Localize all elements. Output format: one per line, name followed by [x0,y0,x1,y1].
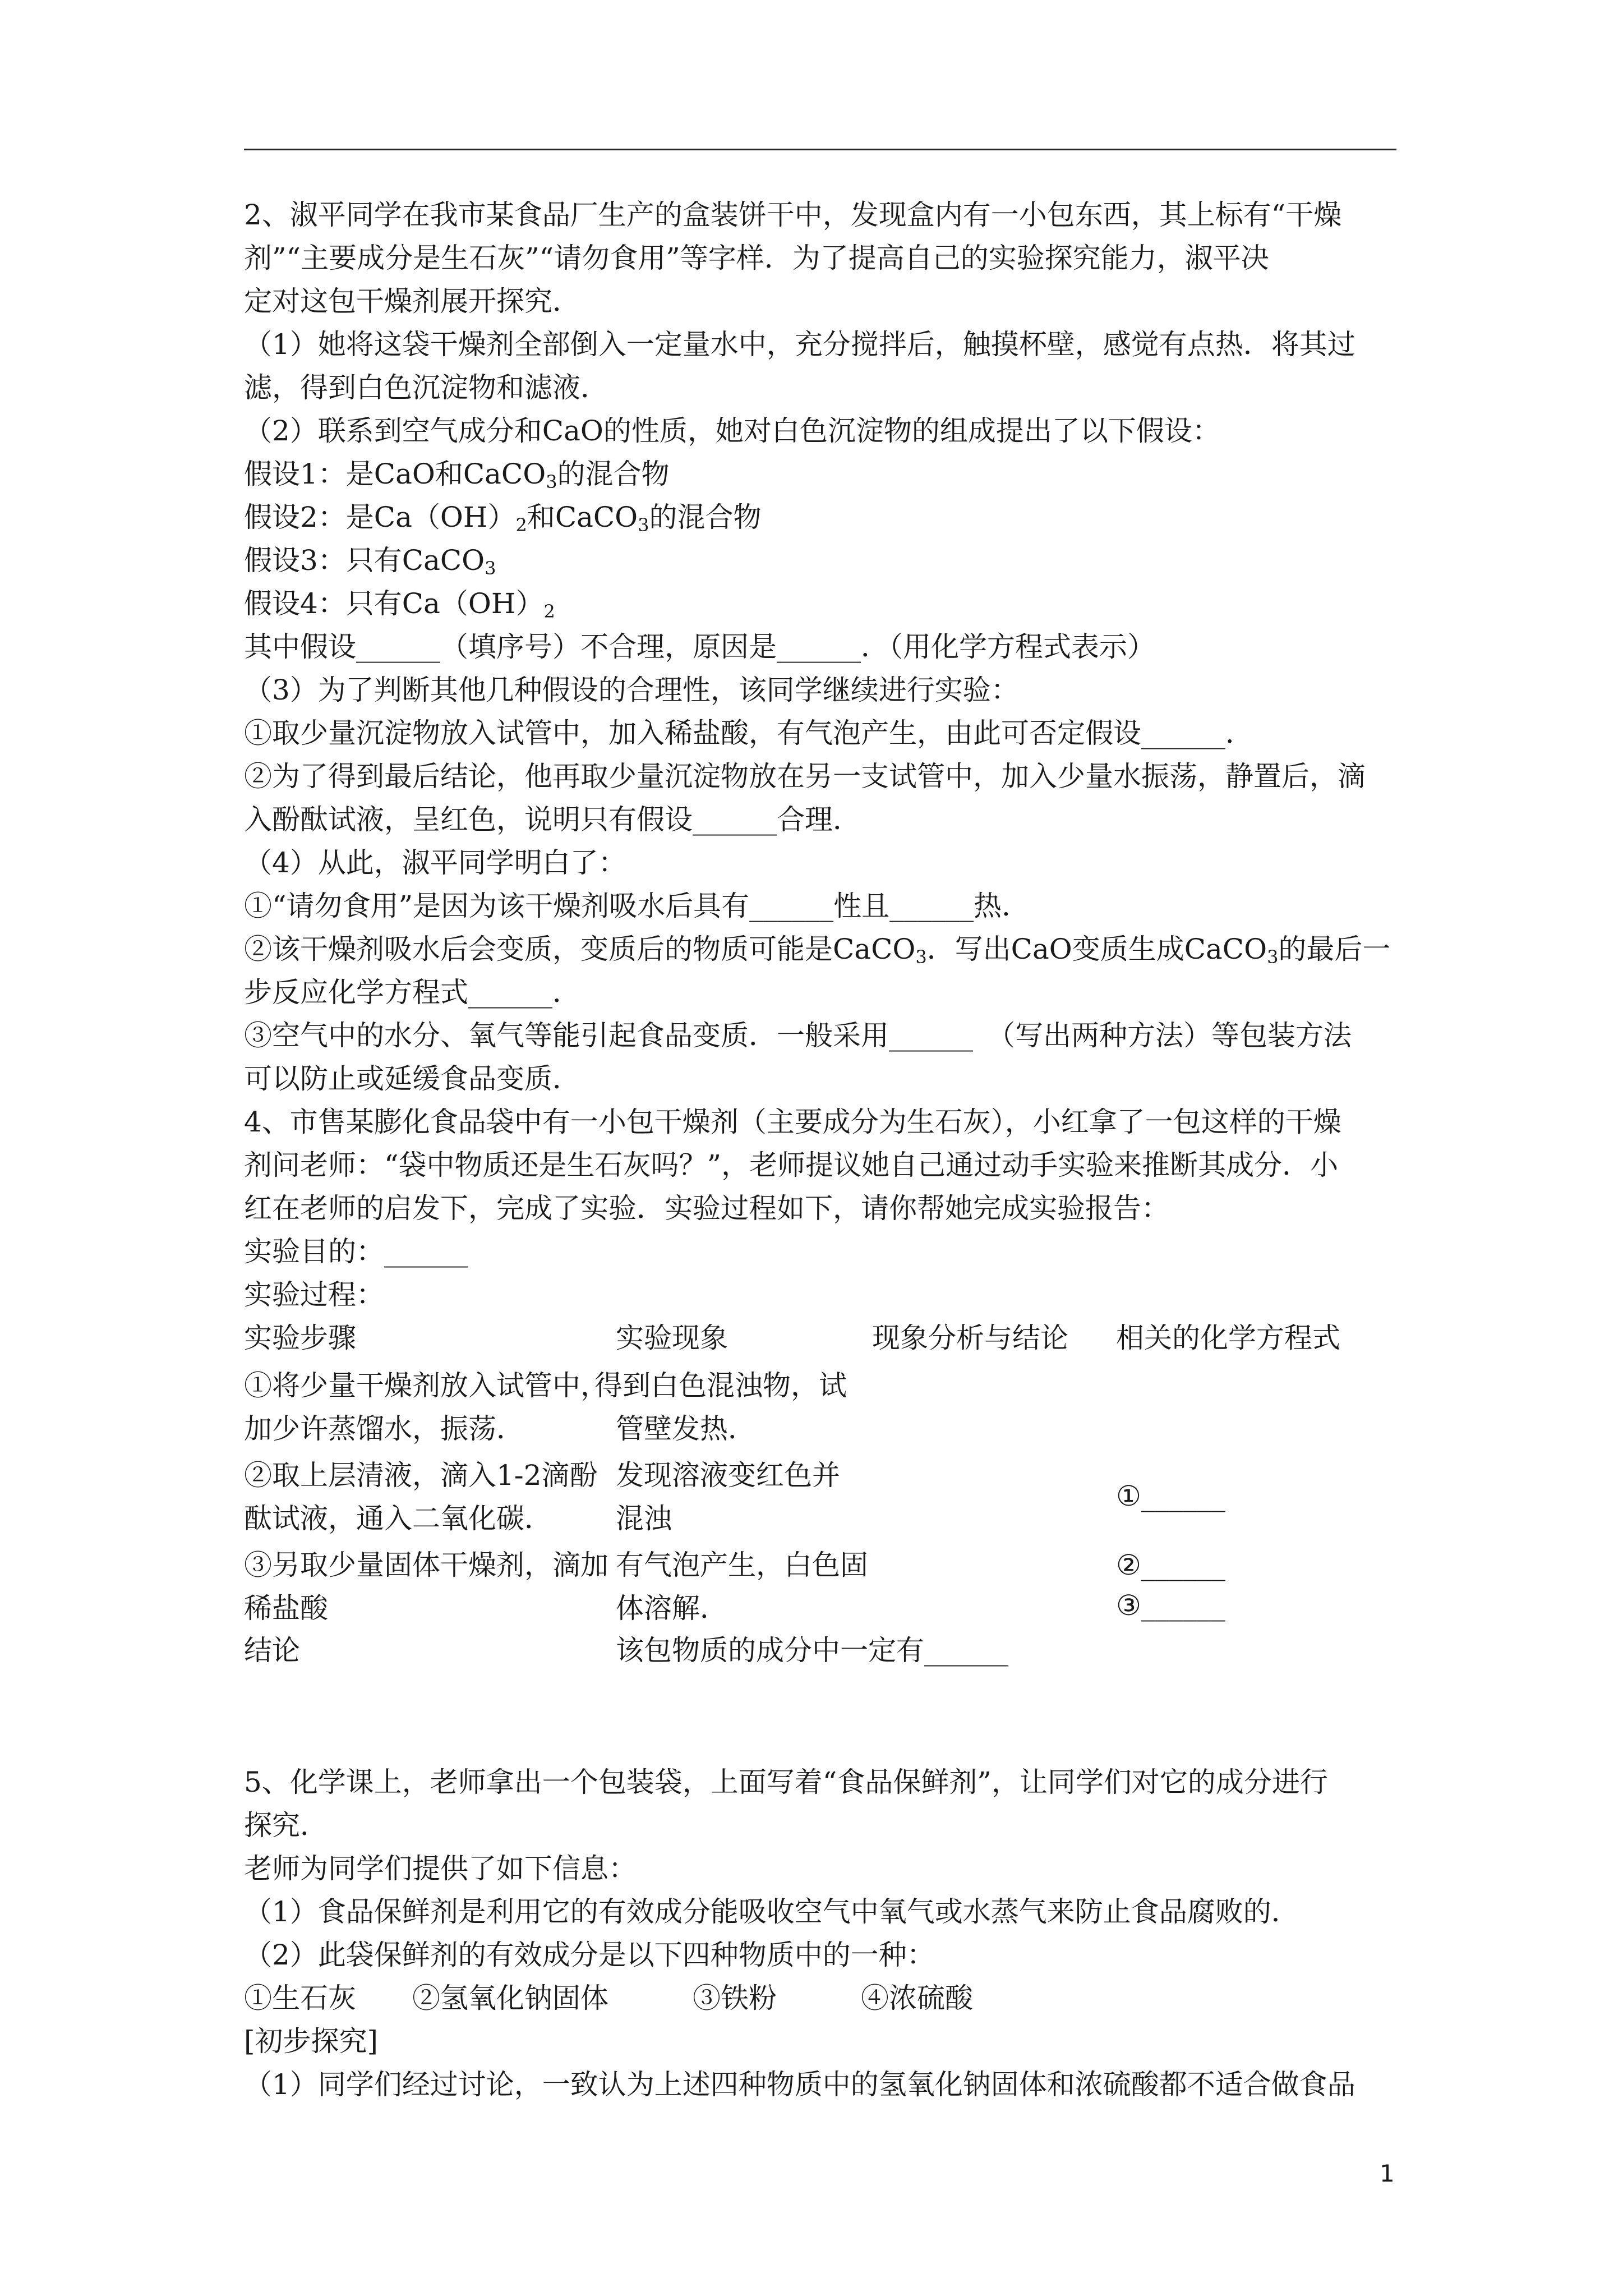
table-cell: 得到白色混浊物，试 [594,1369,847,1402]
table-cell: 酞试液，通入二氧化碳． [244,1502,552,1535]
q2-line: 滤，得到白色沉淀物和滤液． [244,371,608,404]
table-header: 现象分析与结论 [872,1322,1068,1354]
table-header-row [244,1317,1399,1360]
hypothesis-4: 假设4：只有$Ca(OH)_2$ [244,587,555,622]
q5-line: （1）同学们经过讨论，一致认为上述四种物质中的氢氧化钠固体和浓硫酸都不适合做食品 [244,2068,1355,2101]
q2-line: 其中假设______（填序号）不合理，原因是______．（用化学方程式表示） [244,631,1155,663]
q5-line: （2）此袋保鲜剂的有效成分是以下四种物质中的一种： [244,1939,935,1971]
q2-line: 2、淑平同学在我市某食品厂生产的盒装饼干中，发现盒内有一小包东西，其上标有“干燥 [244,199,1342,231]
q2-line: （3）为了判断其他几种假设的合理性，该同学继续进行实验： [244,674,1019,706]
q2-line: ③空气中的水分、氧气等能引起食品变质．一般采用______ （写出两种方法）等包装方法 [244,1019,1352,1052]
table-cell: 稀盐酸 [244,1592,328,1625]
table-header: 实验步骤 [244,1322,356,1354]
q4-line: 实验过程： [244,1278,384,1311]
q2-line: （1）她将这袋干燥剂全部倒入一定量水中，充分搅拌后，触摸杯壁，感觉有点热．将其过 [244,328,1355,361]
table-cell: ①______ [1116,1480,1225,1512]
q5-line: 老师为同学们提供了如下信息： [244,1852,637,1885]
q2-line: 剂”“主要成分是生石灰”“请勿食用”等字样．为了提高自己的实验探究能力，淑平决 [244,242,1269,274]
table-cell: ②______ [1116,1549,1225,1581]
table-cell: 该包物质的成分中一定有______ [616,1634,1008,1667]
page-number: 1 [1380,2160,1395,2187]
table-cell: 发现溶液变红色并 [616,1459,840,1492]
hypothesis-3: 假设3：只有CaCO$_3$ [244,544,496,579]
table-cell: ③______ [1116,1589,1225,1622]
table-row [244,1450,1399,1539]
experiment-table [244,1317,1399,1677]
table-cell: 结论 [244,1634,300,1667]
q2-line: 定对这包干燥剂展开探究． [244,285,580,318]
table-cell: ②取上层清液，滴入1-2滴酚 [244,1459,598,1492]
q5-line: （1）食品保鲜剂是利用它的有效成分能吸收空气中氧气或水蒸气来防止食品腐败的． [244,1895,1299,1928]
table-cell: ③另取少量固体干燥剂，滴加 [244,1549,608,1581]
table-cell: 有气泡产生，白色固 [616,1549,868,1581]
q2-line: 可以防止或延缓食品变质． [244,1062,580,1095]
table-cell: 体溶解． [616,1592,728,1625]
table-cell: 混浊 [616,1502,672,1535]
q2-line-caco3: ②该干燥剂吸水后会变质，变质后的物质可能是CaCO$_3$．写出CaO变质生成CaCO$_3$的最后一 [244,933,1391,968]
hypothesis-1: 假设1：是CaO和CaCO$_3$的混合物 [244,458,670,493]
document-body [244,194,1399,2106]
q4-line: 实验目的：______ [244,1235,468,1268]
q2-line: ②为了得到最后结论，他再取少量沉淀物放在另一支试管中，加入少量水振荡，静置后，滴 [244,760,1366,793]
q4-line: 红在老师的启发下，完成了实验．实验过程如下，请你帮她完成实验报告： [244,1192,1169,1225]
q2-line: 步反应化学方程式______． [244,976,580,1009]
q2-line: （2）联系到空气成分和CaO的性质，她对白色沉淀物的组成提出了以下假设： [244,415,1220,447]
table-cell: 管壁发热． [616,1412,756,1445]
q5-line: ①生石灰 ②氢氧化钠固体 ③铁粉 ④浓硫酸 [244,1982,973,2014]
q2-line: ①“请勿食用”是因为该干燥剂吸水后具有______性且______热． [244,890,1030,922]
q4-line: 剂问老师：“袋中物质还是生石灰吗？”，老师提议她自己通过动手实验来推断其成分．小 [244,1149,1339,1181]
table-header: 相关的化学方程式 [1116,1322,1340,1354]
table-cell: ①将少量干燥剂放入试管中， [244,1369,608,1402]
q4-line: 4、市售某膨化食品袋中有一小包干燥剂（主要成分为生石灰），小红拿了一包这样的干燥 [244,1106,1341,1138]
table-header: 实验现象 [616,1322,728,1354]
hypothesis-2: 假设2：是$Ca(OH)_2$和CaCO$_3$的混合物 [244,501,762,536]
q5-line: 5、化学课上，老师拿出一个包装袋，上面写着“食品保鲜剂”，让同学们对它的成分进行 [244,1766,1328,1798]
table-row [244,1629,1399,1677]
q5-line: 探究． [244,1809,328,1842]
q2-line: 入酚酞试液，呈红色，说明只有假设______合理． [244,803,861,836]
table-row [244,1539,1399,1629]
table-cell: 加少许蒸馏水，振荡． [244,1412,524,1445]
table-row [244,1360,1399,1450]
q5-line: [初步探究] [244,2025,379,2058]
header-rule [244,149,1396,150]
q2-line: （4）从此，淑平同学明白了： [244,846,626,879]
q2-line: ①取少量沉淀物放入试管中，加入稀盐酸，有气泡产生，由此可否定假设______． [244,717,1253,749]
